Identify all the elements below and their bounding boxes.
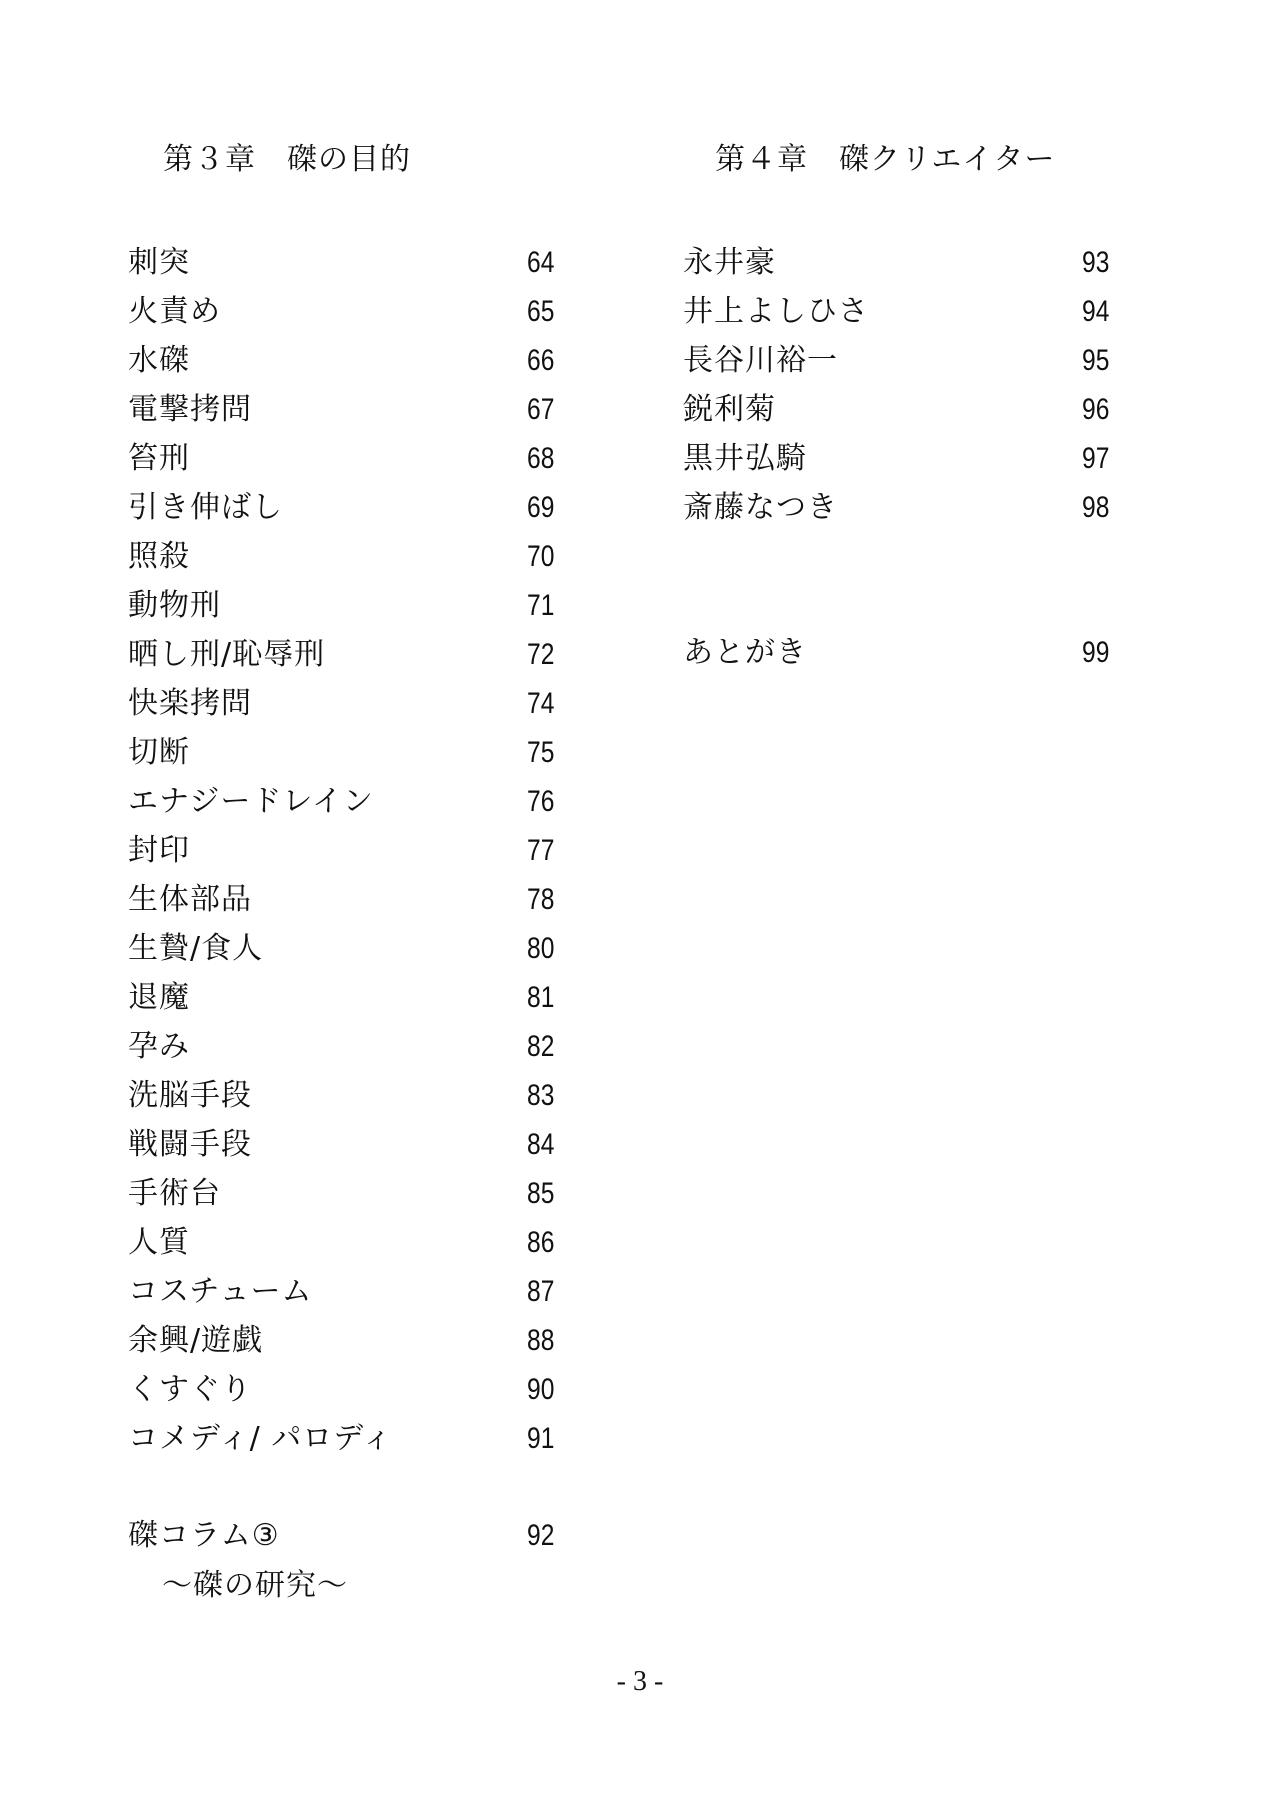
toc-entry-title: 電撃拷問	[128, 392, 252, 427]
toc-entry[interactable]	[128, 679, 554, 728]
toc-entry-title: 黒井弘騎	[683, 441, 807, 476]
toc-entry-title: 晒し刑/恥辱刑	[128, 637, 326, 672]
toc-entry-title: 斎藤なつき	[683, 490, 838, 525]
toc-entry-page: 64	[526, 246, 554, 279]
toc-entry-page: 81	[526, 981, 554, 1014]
toc-entry[interactable]	[683, 483, 1109, 532]
toc-entry-title: くすぐり	[128, 1372, 252, 1407]
toc-entry-title: 孕み	[128, 1029, 190, 1064]
toc-entry-page: 67	[526, 393, 554, 426]
toc-entry-page: 86	[526, 1226, 554, 1259]
toc-entry-title: 刺突	[128, 245, 190, 280]
toc-entry-title: エナジードレイン	[128, 784, 374, 819]
toc-entry-title: 永井豪	[683, 245, 776, 280]
chapter-3-toc	[128, 238, 554, 1463]
toc-entry-page: 97	[1081, 442, 1109, 475]
toc-entry[interactable]	[128, 1316, 554, 1365]
toc-entry[interactable]	[128, 483, 554, 532]
chapter-4-heading: 第４章 磔クリエイター	[715, 142, 1056, 177]
toc-entry[interactable]	[683, 336, 1109, 385]
afterword-toc	[683, 628, 1109, 677]
chapter-3-heading: 第３章 磔の目的	[163, 142, 411, 177]
toc-entry-column[interactable]	[128, 1511, 554, 1560]
toc-entry-page: 90	[526, 1373, 554, 1406]
toc-entry-title: コメディ/ パロディ	[128, 1421, 393, 1456]
toc-entry-page: 94	[1081, 295, 1109, 328]
toc-entry-title: 退魔	[128, 980, 190, 1015]
toc-entry[interactable]	[128, 728, 554, 777]
toc-entry[interactable]	[683, 434, 1109, 483]
toc-entry-page: 76	[526, 785, 554, 818]
chapter-4-toc	[683, 238, 1109, 532]
toc-entry-title: 余興/遊戯	[128, 1323, 264, 1358]
toc-entry[interactable]	[128, 826, 554, 875]
toc-entry[interactable]	[128, 385, 554, 434]
toc-entry-page: 75	[526, 736, 554, 769]
toc-entry-title: 井上よしひさ	[683, 294, 869, 329]
toc-entry-title: 手術台	[128, 1176, 221, 1211]
toc-entry-page: 72	[526, 638, 554, 671]
toc-entry-page: 68	[526, 442, 554, 475]
toc-entry-page: 83	[526, 1079, 554, 1112]
toc-entry[interactable]	[128, 434, 554, 483]
toc-entry-title: 長谷川裕一	[683, 343, 838, 378]
toc-entry-title: 封印	[128, 833, 190, 868]
toc-entry-page: 99	[1081, 636, 1109, 669]
toc-entry[interactable]	[128, 238, 554, 287]
toc-entry-page: 71	[526, 589, 554, 622]
toc-entry-page: 88	[526, 1324, 554, 1357]
toc-entry-page: 69	[526, 491, 554, 524]
page-number: - 3 -	[616, 1666, 664, 1697]
toc-entry-page: 85	[526, 1177, 554, 1210]
toc-entry[interactable]	[128, 1267, 554, 1316]
toc-entry-title: コスチューム	[128, 1274, 313, 1309]
toc-entry-title: 動物刑	[128, 588, 221, 623]
toc-entry[interactable]	[128, 777, 554, 826]
toc-entry-title: 生贄/食人	[128, 931, 264, 966]
toc-entry-page: 65	[526, 295, 554, 328]
toc-entry-title: 鋭利菊	[683, 392, 776, 427]
toc-entry-page: 91	[526, 1422, 554, 1455]
toc-entry-page: 95	[1081, 344, 1109, 377]
toc-entry-page: 77	[526, 834, 554, 867]
column-toc	[128, 1511, 554, 1560]
toc-entry[interactable]	[128, 287, 554, 336]
toc-entry[interactable]	[128, 581, 554, 630]
toc-entry[interactable]	[128, 973, 554, 1022]
toc-entry-page: 98	[1081, 491, 1109, 524]
toc-entry[interactable]	[128, 532, 554, 581]
toc-entry[interactable]	[128, 1169, 554, 1218]
toc-entry-page: 78	[526, 883, 554, 916]
toc-entry[interactable]	[683, 385, 1109, 434]
toc-entry-page: 92	[526, 1519, 554, 1552]
toc-entry-page: 96	[1081, 393, 1109, 426]
toc-entry-page: 66	[526, 344, 554, 377]
toc-entry-title: 洗脳手段	[128, 1078, 252, 1113]
toc-entry[interactable]	[128, 875, 554, 924]
toc-entry-title: 快楽拷問	[128, 686, 252, 721]
toc-entry-afterword[interactable]	[683, 628, 1109, 677]
toc-entry-page: 82	[526, 1030, 554, 1063]
toc-entry-title: 火責め	[128, 294, 221, 329]
toc-entry[interactable]	[128, 1120, 554, 1169]
toc-entry-title: あとがき	[683, 635, 807, 670]
toc-entry-page: 84	[526, 1128, 554, 1161]
toc-entry-title: 水磔	[128, 343, 190, 378]
toc-entry-title: 人質	[128, 1225, 190, 1260]
toc-entry-title: 切断	[128, 735, 190, 770]
toc-entry[interactable]	[128, 1365, 554, 1414]
toc-entry[interactable]	[128, 630, 554, 679]
toc-entry-page: 70	[526, 540, 554, 573]
toc-entry-page: 74	[526, 687, 554, 720]
toc-entry-title: 笞刑	[128, 441, 190, 476]
toc-entry[interactable]	[683, 238, 1109, 287]
column-subtitle: ～磔の研究～	[162, 1568, 348, 1603]
toc-entry-title: 磔コラム③	[128, 1518, 280, 1553]
toc-entry-title: 引き伸ばし	[128, 490, 283, 525]
toc-entry-title: 照殺	[128, 539, 190, 574]
toc-entry[interactable]	[128, 1218, 554, 1267]
toc-entry[interactable]	[128, 1414, 554, 1463]
toc-entry-title: 戦闘手段	[128, 1127, 252, 1162]
toc-entry[interactable]	[128, 1022, 554, 1071]
toc-entry[interactable]	[128, 336, 554, 385]
toc-entry-page: 93	[1081, 246, 1109, 279]
toc-entry[interactable]	[128, 1071, 554, 1120]
toc-entry-page: 87	[526, 1275, 554, 1308]
toc-entry[interactable]	[128, 924, 554, 973]
toc-entry-page: 80	[526, 932, 554, 965]
toc-entry[interactable]	[683, 287, 1109, 336]
toc-entry-title: 生体部品	[128, 882, 252, 917]
